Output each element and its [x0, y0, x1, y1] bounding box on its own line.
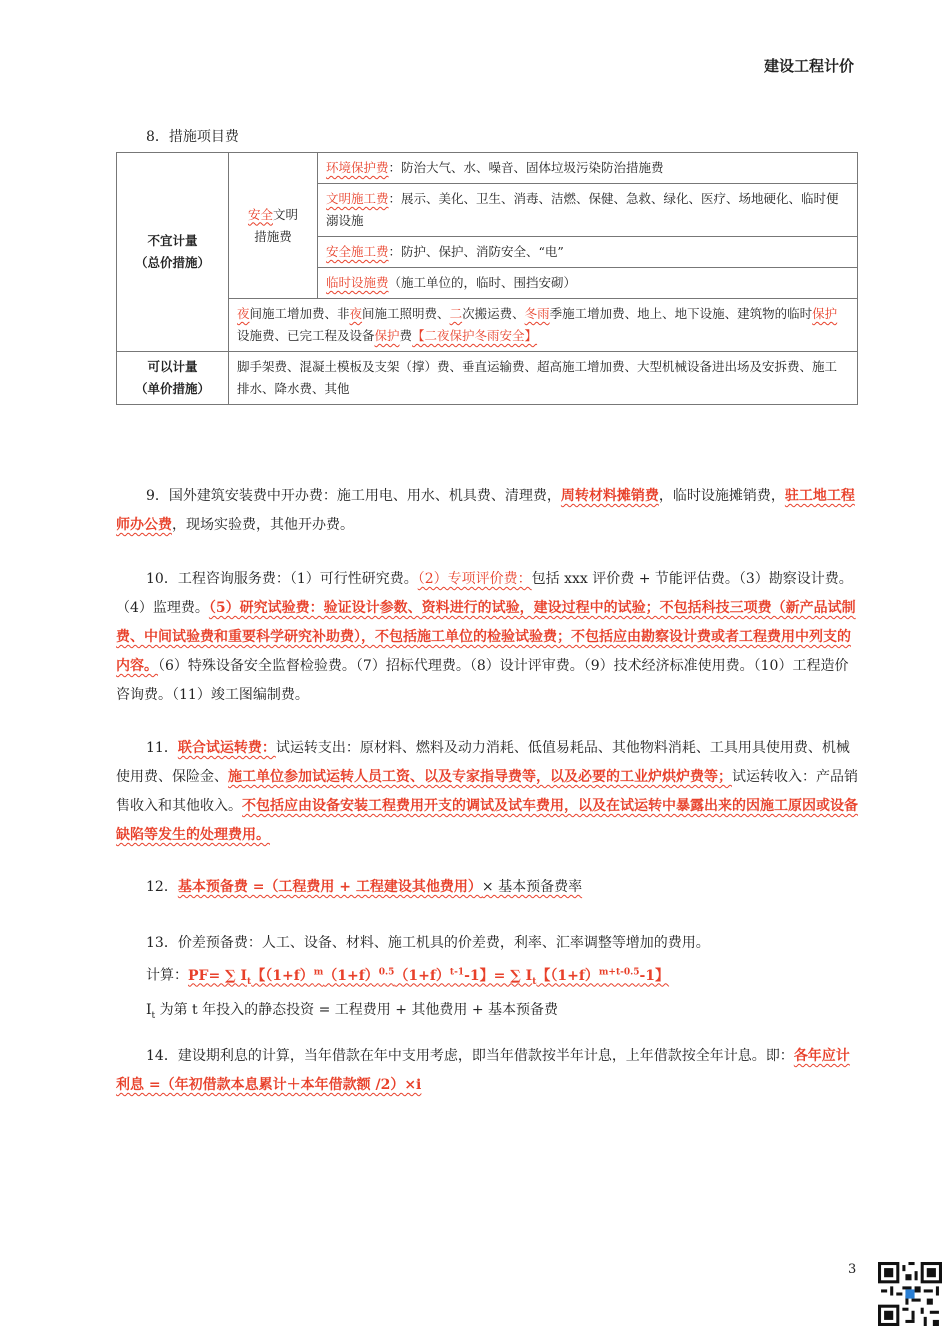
item-safety	[318, 237, 858, 268]
table-row	[117, 299, 858, 352]
hl: 夜	[237, 306, 250, 321]
hl: 冬雨	[524, 306, 550, 321]
quant-sublabel: （单价措施）	[134, 381, 210, 396]
txt: 11．	[146, 740, 178, 756]
txt: 9．国外建筑安装费中开办费：施工用电、用水、机具费、清理费，	[146, 488, 561, 504]
hl: 联合试运转费：	[177, 740, 276, 756]
qr-code-icon	[878, 1262, 942, 1326]
f: （1+f）	[323, 967, 379, 984]
item-civilized	[318, 184, 858, 237]
section-8-title: 8．措施项目费	[146, 129, 239, 145]
f: t	[247, 976, 252, 987]
paragraph-12	[116, 873, 858, 902]
item-desc: 防治大气、水、噪音、固体垃圾污染防治措施费	[401, 160, 664, 175]
formula-line	[116, 958, 858, 996]
txt: ，临时设施摊销费，	[658, 488, 785, 504]
paragraph-14	[116, 1042, 858, 1100]
hl: 夜	[349, 306, 363, 321]
mnemonic: 【二夜保护冬雨安全】	[412, 328, 538, 343]
paragraph-10	[116, 565, 858, 710]
txt: 间施工增加费、非	[249, 306, 350, 321]
txt: 费	[399, 328, 413, 343]
quant-header	[117, 352, 229, 405]
hl: 驻工地工程师办公费	[116, 488, 855, 533]
f: m+t-0.5	[598, 967, 640, 977]
item-environment	[318, 153, 858, 184]
other-measures	[229, 299, 858, 352]
safety-label-2: 措施费	[254, 228, 292, 244]
txt: 试运转收入：产品销售收入和其他收入。	[116, 769, 858, 814]
safety-header	[229, 153, 318, 299]
txt: 14．建设期利息的计算，当年借款在年中支用考虑，即当年借款按半年计息，上年借款按全年计息。	[146, 1048, 766, 1064]
f: t-1	[449, 967, 465, 977]
f: m	[313, 967, 324, 977]
hl: 二	[449, 306, 463, 321]
txt: 10．工程咨询服务费：（1）可行性研究费。	[146, 571, 418, 587]
txt: t	[151, 1011, 156, 1022]
item-name: 安全施工费	[326, 244, 389, 259]
txt: 设施费、已完工程及设备	[237, 328, 375, 343]
f: （1+f）	[394, 967, 450, 984]
hl: （2）专项评价费：	[417, 571, 532, 587]
txt: 试运转支出：原材料、燃料及动力消耗、低值易耗品、其他物料消耗、工具用具使用费、机械使用费、保险金、	[116, 740, 850, 785]
txt: 即：	[765, 1048, 794, 1064]
hl: 基本预备费 =（工程费用 + 工程建设其他费用）	[177, 879, 482, 895]
hl: 不包括应由设备安装工程费用开支的调试及试车费用，以及在试运转中暴露出来的因施工原因或设备缺陷等发生的处理费用。	[116, 798, 858, 843]
f: -1】= ∑ I	[464, 967, 533, 984]
txt: 为第 t 年投入的静态投资 = 工程费用 + 其他费用 + 基本预备费	[155, 1002, 559, 1019]
item-sep: ：	[388, 244, 402, 259]
item-temporary	[318, 268, 858, 299]
f: 【（1+f）	[536, 967, 599, 984]
hl: 周转材料摊销费	[560, 488, 659, 504]
paragraph-13	[116, 929, 858, 1031]
item-name: 环境保护费	[326, 160, 389, 175]
txt: ，现场实验费，其他开办费。	[172, 517, 354, 533]
safety-label-highlight: 安全	[247, 206, 273, 222]
table-row	[117, 352, 858, 405]
f: 【（1+f）	[251, 967, 314, 984]
nonquant-label: 不宜计量	[147, 233, 198, 248]
nonquant-header	[117, 153, 229, 352]
item-sep: ：	[388, 160, 402, 175]
txt: 13．价差预备费：人工、设备、材料、施工机具的价差费，利率、汇率调整等增加的费用。	[146, 935, 710, 951]
hl: 保护	[812, 306, 838, 321]
txt: 间施工照明费、	[362, 306, 450, 321]
txt: 包括 xxx 评价费 + 节能评估费。（3）勘察设计费。（4）监理费。	[116, 571, 853, 616]
txt: 计算：	[146, 967, 188, 984]
hl: 保护	[374, 328, 400, 343]
page-header-title: 建设工程计价	[763, 57, 854, 75]
f: PF= ∑ I	[188, 967, 248, 984]
txt: 12．	[146, 879, 178, 895]
nonquant-sublabel: （总价措施）	[134, 255, 210, 270]
quant-label: 可以计量	[147, 359, 198, 374]
f: -1】	[639, 967, 670, 984]
item-name: 临时设施费	[326, 275, 389, 290]
price-diff-formula	[188, 967, 670, 987]
txt: × 基本预备费率	[481, 879, 583, 895]
txt: 次搬运费、	[462, 306, 525, 321]
txt: （6）特殊设备安全监督检验费。（7）招标代理费。（8）设计评审费。（9）技术经济标准使用费。（10）工程造价咨询费。（11）竣工图编制费。	[116, 658, 849, 703]
item-desc: （施工单位的，临时、围挡安砌）	[388, 275, 577, 290]
page-number: 3	[848, 1262, 857, 1277]
hl: 施工单位参加试运转人员工资、以及专家指导费等，以及必要的工业炉烘炉费等；	[228, 769, 732, 785]
interest-formula: 各年应计利息 =（年初借款本息累计＋本年借款额 /2）×i	[116, 1048, 850, 1093]
definition-line	[116, 996, 858, 1031]
txt: 季施工增加费、地上、地下设施、建筑物的临时	[549, 306, 813, 321]
paragraph-9	[116, 482, 858, 540]
txt: I	[146, 1002, 152, 1019]
safety-label-rest: 文明	[273, 206, 299, 222]
item-desc: 展示、美化、卫生、消毒、洁燃、保健、急救、绿化、医疗、场地硬化、临时便溺设施	[326, 191, 839, 228]
f: t	[532, 976, 537, 987]
paragraph-11	[116, 734, 858, 850]
measures-table	[116, 152, 858, 405]
item-desc: 防护、保护、消防安全、“电”	[401, 244, 564, 259]
f: 0.5	[378, 967, 395, 977]
quant-desc: 脚手架费、混凝土模板及支架（撑）费、垂直运输费、超高施工增加费、大型机械设备进出场及安拆费、施工排水、降水费、其他	[229, 352, 858, 405]
item-sep: ：	[388, 191, 402, 206]
item-name: 文明施工费	[326, 191, 389, 206]
hl: （5）研究试验费：验证设计参数、资料进行的试验，建设过程中的试验；不包括科技三项费（新产品试制费、中间试验费和重要科学研究补助费），不包括施工单位的检验试验费；不包括应由勘察设计费或者工程费用中列支的内容。	[116, 600, 856, 674]
table-row	[117, 153, 858, 184]
